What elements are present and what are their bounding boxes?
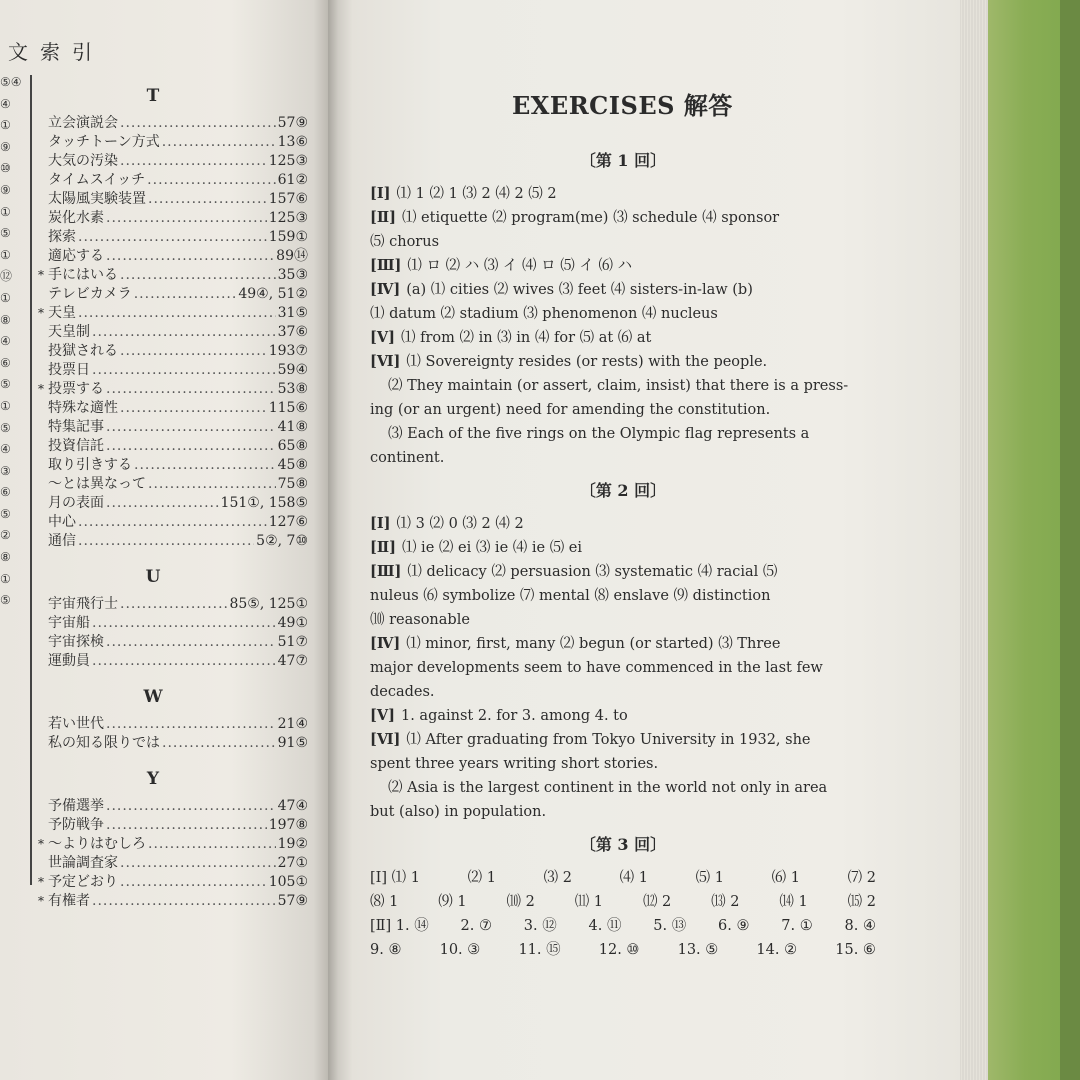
index-ref: 115⑥ — [268, 400, 308, 416]
answer-line — [370, 206, 876, 230]
leader-dots — [147, 171, 275, 190]
answer-line — [370, 728, 876, 752]
answer-line — [370, 230, 876, 254]
leader-dots — [106, 816, 267, 835]
index-entry — [38, 361, 308, 380]
index-term: 月の表面 — [48, 495, 104, 511]
index-section-u — [38, 565, 308, 671]
index-entry — [38, 285, 308, 304]
index-term: 予防戦争 — [48, 817, 104, 833]
index-ref: 57⑨ — [277, 893, 308, 909]
answer-line — [370, 680, 876, 704]
answer-item: ⑹ 1 — [771, 870, 800, 886]
index-term: 中心 — [48, 514, 76, 530]
leader-dots — [78, 513, 267, 532]
index-entry — [38, 209, 308, 228]
answer-item: 8. ④ — [844, 918, 876, 934]
margin-mark: ⑤ — [0, 506, 11, 521]
leader-dots — [120, 114, 276, 133]
session-2-heading: 〔第 2 回〕 — [579, 481, 667, 500]
answer-text: ⑴ minor, first, many ⑵ begun (or started) ⑶ Three — [406, 636, 781, 652]
index-term: 運動員 — [48, 653, 90, 669]
answer-line — [370, 422, 876, 446]
margin-mark: ① — [0, 571, 11, 586]
index-term: タイムスイッチ — [48, 172, 146, 188]
answer-line — [370, 632, 876, 656]
index-letter: Y — [146, 769, 160, 789]
answer-text: ⑴ Sovereignty resides (or rests) with the people. — [406, 354, 768, 370]
leader-dots — [92, 892, 276, 911]
answer-item: ⑷ 1 — [619, 870, 648, 886]
index-ref: 47⑦ — [277, 653, 308, 669]
answer-text: ⑴ from ⑵ in ⑶ in ⑷ for ⑸ at ⑹ at — [400, 330, 652, 346]
leader-dots — [120, 152, 267, 171]
index-term: 宇宙探検 — [48, 634, 104, 650]
index-term: 若い世代 — [48, 716, 104, 732]
index-entry — [38, 133, 308, 152]
index-letter: T — [146, 86, 160, 106]
index-term: 有権者 — [48, 893, 90, 909]
answer-line — [370, 350, 876, 374]
answer-text: major developments seem to have commenced in the last few — [370, 660, 823, 676]
index-term: 投票する — [48, 381, 104, 397]
index-entry — [38, 513, 308, 532]
leader-dots — [106, 633, 276, 652]
index-ref: 13⑥ — [277, 134, 308, 150]
index-entry — [38, 171, 308, 190]
index-ref: 61② — [277, 172, 308, 188]
margin-mark: ④ — [0, 96, 11, 111]
index-ref: 85⑤, 125① — [229, 596, 308, 612]
leader-dots — [120, 266, 276, 285]
leader-dots — [92, 652, 276, 671]
answer-row — [370, 938, 876, 962]
index-term: 予備選挙 — [48, 798, 104, 814]
index-star: * — [38, 837, 44, 851]
answer-item: 9. ⑧ — [370, 942, 402, 958]
margin-mark: ⑩ — [0, 161, 11, 176]
margin-mark: ⑧ — [0, 550, 11, 565]
answer-text: (a) ⑴ cities ⑵ wives ⑶ feet ⑷ sisters-in-law (b) — [406, 282, 753, 298]
answer-text: ⑵ They maintain (or assert, claim, insist) that there is a press- — [388, 378, 849, 394]
answer-item: 15. ⑥ — [835, 942, 876, 958]
answer-item: [Ⅰ] ⑴ 1 — [370, 870, 420, 886]
book-gutter — [328, 0, 354, 1080]
leader-dots — [106, 715, 276, 734]
index-letter: W — [143, 687, 163, 707]
answer-line — [370, 584, 876, 608]
question-number: [Ⅴ] — [370, 707, 395, 724]
answer-text: ⑴ 3 ⑵ 0 ⑶ 2 ⑷ 2 — [396, 516, 524, 532]
index-ref: 47④ — [277, 798, 308, 814]
answer-item: ⑽ 2 — [506, 894, 535, 910]
answer-item: ⑼ 1 — [438, 894, 467, 910]
index-entry — [38, 152, 308, 171]
answer-item: 5. ⑬ — [653, 918, 687, 934]
margin-marks — [0, 72, 22, 612]
answer-text: ⑴ etiquette ⑵ program(me) ⑶ schedule ⑷ sponsor — [401, 210, 780, 226]
answers-page — [352, 0, 962, 1080]
answer-text: ⑴ datum ⑵ stadium ⑶ phenomenon ⑷ nucleus — [370, 306, 718, 322]
margin-mark: ⑤ — [0, 593, 11, 608]
index-ref: 5②, 7⑩ — [256, 533, 308, 549]
index-ref: 59④ — [277, 362, 308, 378]
answer-line — [370, 326, 876, 350]
margin-mark: ⑥ — [0, 355, 11, 370]
answer-line — [370, 776, 876, 800]
answer-text: continent. — [370, 450, 445, 466]
margin-mark: ④ — [0, 334, 11, 349]
index-entry — [38, 304, 308, 323]
index-entry — [38, 494, 308, 513]
answer-item: 2. ⑦ — [460, 918, 492, 934]
answer-text: but (also) in population. — [370, 804, 547, 820]
index-entry — [38, 715, 308, 734]
index-term: 〜とは異なって — [48, 476, 146, 492]
answer-text: ⑵ Asia is the largest continent in the world not only in area — [388, 780, 828, 796]
question-number: [Ⅰ] — [370, 515, 391, 532]
answer-item: [Ⅱ] 1. ⑭ — [370, 918, 429, 934]
index-ref: 89⑭ — [276, 248, 308, 264]
margin-mark: ② — [0, 528, 11, 543]
answer-item: 11. ⑮ — [518, 942, 561, 958]
answer-text: ⑸ chorus — [370, 234, 440, 250]
answer-text: ⑴ 1 ⑵ 1 ⑶ 2 ⑷ 2 ⑸ 2 — [396, 186, 557, 202]
leader-dots — [106, 380, 276, 399]
index-ref: 41⑧ — [277, 419, 308, 435]
index-term: 世論調査家 — [48, 855, 118, 871]
margin-mark: ⑧ — [0, 312, 11, 327]
index-ref: 27① — [277, 855, 308, 871]
session-1-answers — [370, 182, 876, 470]
index-entry — [38, 266, 308, 285]
index-term: 投資信託 — [48, 438, 104, 454]
session-2-answers — [370, 512, 876, 824]
answer-item: ⑿ 2 — [642, 894, 672, 910]
index-page — [0, 0, 330, 1080]
answer-item: 13. ⑤ — [677, 942, 719, 958]
page-edges — [960, 0, 988, 1080]
index-term: 探索 — [48, 229, 76, 245]
question-number: [Ⅰ] — [370, 185, 391, 202]
leader-dots — [106, 437, 276, 456]
leader-dots — [120, 399, 267, 418]
index-entry — [38, 797, 308, 816]
answer-row — [370, 914, 876, 938]
answer-item: ⒁ 1 — [779, 894, 808, 910]
index-term: 立会演説会 — [48, 115, 118, 131]
index-entry — [38, 399, 308, 418]
session-3-heading: 〔第 3 回〕 — [579, 835, 667, 854]
index-section-y — [38, 767, 308, 911]
leader-dots — [134, 285, 237, 304]
leader-dots — [78, 304, 276, 323]
index-term: 宇宙飛行士 — [48, 596, 118, 612]
leader-dots — [92, 614, 276, 633]
index-ref: 51⑦ — [277, 634, 308, 650]
index-section-w — [38, 685, 308, 753]
answer-item: ⑵ 1 — [467, 870, 496, 886]
index-ref: 105① — [268, 874, 308, 890]
index-entry — [38, 247, 308, 266]
index-term: 手にはいる — [48, 267, 118, 283]
index-entry — [38, 816, 308, 835]
answer-item: 14. ② — [756, 942, 798, 958]
index-term: 特殊な適性 — [48, 400, 118, 416]
answer-line — [370, 560, 876, 584]
index-term: 予定どおり — [48, 874, 118, 890]
answer-item: 6. ⑨ — [718, 918, 750, 934]
session-3-answers — [370, 866, 876, 962]
index-section-t — [38, 84, 308, 551]
index-term: テレビカメラ — [48, 286, 132, 302]
margin-mark: ④ — [0, 442, 11, 457]
margin-mark: ① — [0, 247, 11, 262]
index-entry — [38, 380, 308, 399]
answer-item: 7. ① — [781, 918, 813, 934]
index-ref: 125③ — [268, 153, 308, 169]
index-term: 適応する — [48, 248, 104, 264]
index-entry — [38, 532, 308, 551]
index-ref: 125③ — [268, 210, 308, 226]
index-term: 炭化水素 — [48, 210, 104, 226]
answer-text: ⑴ delicacy ⑵ persuasion ⑶ systematic ⑷ racial ⑸ — [407, 564, 778, 580]
margin-mark: ⑤ — [0, 377, 11, 392]
index-ref: 19② — [277, 836, 308, 852]
margin-mark: ⑫ — [0, 269, 13, 284]
index-star: * — [38, 894, 44, 908]
index-term: タッチトーン方式 — [48, 134, 160, 150]
index-entry — [38, 437, 308, 456]
margin-mark: ① — [0, 118, 11, 133]
index-term: 取り引きする — [48, 457, 132, 473]
index-entry — [38, 854, 308, 873]
margin-mark: ① — [0, 290, 11, 305]
index-entry — [38, 633, 308, 652]
answer-line — [370, 512, 876, 536]
index-entry — [38, 734, 308, 753]
index-ref: 21④ — [277, 716, 308, 732]
index-ref: 75⑧ — [277, 476, 308, 492]
question-number: [Ⅵ] — [370, 731, 401, 748]
session-1-heading: 〔第 1 回〕 — [579, 151, 667, 170]
answer-item: 12. ⑩ — [598, 942, 640, 958]
leader-dots — [106, 247, 274, 266]
margin-mark: ⑤ — [0, 420, 11, 435]
index-entry — [38, 228, 308, 247]
leader-dots — [162, 734, 276, 753]
leader-dots — [92, 323, 276, 342]
index-term: 私の知る限りでは — [48, 735, 160, 751]
answers-body — [370, 140, 876, 962]
answer-item: 3. ⑫ — [523, 918, 557, 934]
question-number: [Ⅳ] — [370, 635, 401, 652]
index-entry — [38, 323, 308, 342]
index-term: 通信 — [48, 533, 76, 549]
answer-row — [370, 890, 876, 914]
index-ref: 157⑥ — [268, 191, 308, 207]
answer-item: 4. ⑪ — [588, 918, 622, 934]
answer-line — [370, 302, 876, 326]
index-entry — [38, 614, 308, 633]
leader-dots — [148, 835, 276, 854]
answer-item: ⑶ 2 — [543, 870, 572, 886]
question-number: [Ⅲ] — [370, 563, 402, 580]
leader-dots — [162, 133, 276, 152]
margin-mark: ③ — [0, 463, 11, 478]
index-ref: 197⑧ — [268, 817, 308, 833]
margin-mark: ① — [0, 204, 11, 219]
index-ref: 91⑤ — [277, 735, 308, 751]
index-entry — [38, 190, 308, 209]
answer-line — [370, 398, 876, 422]
index-ref: 45⑧ — [277, 457, 308, 473]
index-ref: 127⑥ — [268, 514, 308, 530]
question-number: [Ⅵ] — [370, 353, 401, 370]
leader-dots — [106, 797, 276, 816]
answer-text: spent three years writing short stories. — [370, 756, 659, 772]
leader-dots — [106, 209, 267, 228]
index-entry — [38, 114, 308, 133]
index-entry — [38, 595, 308, 614]
index-term: 大気の汚染 — [48, 153, 118, 169]
answer-line — [370, 278, 876, 302]
index-star: * — [38, 382, 44, 396]
answer-text: 1. against 2. for 3. among 4. to — [400, 708, 628, 724]
index-entry — [38, 342, 308, 361]
answer-item: ⑾ 1 — [574, 894, 604, 910]
index-term: 投票日 — [48, 362, 90, 378]
answer-line — [370, 656, 876, 680]
index-ref: 53⑧ — [277, 381, 308, 397]
question-number: [Ⅱ] — [370, 539, 396, 556]
leader-dots — [92, 361, 276, 380]
margin-mark: ⑨ — [0, 139, 11, 154]
margin-mark: ⑥ — [0, 485, 11, 500]
question-number: [Ⅴ] — [370, 329, 395, 346]
margin-mark: ⑨ — [0, 182, 11, 197]
index-ref: 57⑨ — [277, 115, 308, 131]
answer-line — [370, 446, 876, 470]
index-ref: 35③ — [277, 267, 308, 283]
index-entry — [38, 873, 308, 892]
index-term: 天皇制 — [48, 324, 90, 340]
index-entry — [38, 475, 308, 494]
answer-text: ⑴ ie ⑵ ei ⑶ ie ⑷ ie ⑸ ei — [401, 540, 583, 556]
answer-row — [370, 866, 876, 890]
answer-line — [370, 374, 876, 398]
answer-item: ⒂ 2 — [847, 894, 876, 910]
margin-mark: ⑤④ — [0, 75, 22, 89]
book-cover-edge — [1060, 0, 1080, 1080]
index-term: 宇宙船 — [48, 615, 90, 631]
index-ref: 31⑤ — [277, 305, 308, 321]
answer-item: ⑺ 2 — [847, 870, 876, 886]
index-letter: U — [145, 567, 161, 587]
leader-dots — [106, 418, 276, 437]
answer-text: decades. — [370, 684, 435, 700]
leader-dots — [134, 456, 276, 475]
leader-dots — [106, 494, 219, 513]
index-ref: 49④, 51② — [238, 286, 308, 302]
leader-dots — [78, 228, 267, 247]
leader-dots — [120, 854, 276, 873]
answer-line — [370, 254, 876, 278]
page-title: EXERCISES 解答 — [512, 91, 733, 120]
answer-item: ⒀ 2 — [711, 894, 740, 910]
index-term: 投獄される — [48, 343, 118, 359]
answer-line — [370, 752, 876, 776]
index-header: 文索引 — [8, 40, 104, 64]
index-star: * — [38, 268, 44, 282]
index-entry — [38, 418, 308, 437]
margin-mark: ⑤ — [0, 226, 11, 241]
answer-text: ⑴ ロ ⑵ ハ ⑶ イ ⑷ ロ ⑸ イ ⑹ ハ — [407, 258, 633, 274]
leader-dots — [148, 190, 267, 209]
index-star: * — [38, 875, 44, 889]
index-term: 太陽風実験装置 — [48, 191, 146, 207]
column-rule — [30, 75, 32, 885]
leader-dots — [78, 532, 254, 551]
answer-item: ⑸ 1 — [695, 870, 724, 886]
answer-item: 10. ③ — [439, 942, 481, 958]
answer-line — [370, 800, 876, 824]
index-ref: 37⑥ — [277, 324, 308, 340]
index-entry — [38, 652, 308, 671]
index-term: 〜よりはむしろ — [48, 836, 146, 852]
answer-item: ⑻ 1 — [370, 894, 399, 910]
question-number: [Ⅳ] — [370, 281, 401, 298]
question-number: [Ⅲ] — [370, 257, 402, 274]
index-star: * — [38, 306, 44, 320]
answer-text: ⑴ After graduating from Tokyo University in 1932, she — [406, 732, 811, 748]
answer-text: ing (or an urgent) need for amending the constitution. — [370, 402, 771, 418]
answer-text: nuleus ⑹ symbolize ⑺ mental ⑻ enslave ⑼ distinction — [370, 588, 771, 604]
leader-dots — [120, 595, 227, 614]
answer-line — [370, 704, 876, 728]
question-number: [Ⅱ] — [370, 209, 396, 226]
index-ref: 49① — [277, 615, 308, 631]
answer-line — [370, 182, 876, 206]
index-ref: 159① — [268, 229, 308, 245]
answer-text: ⑽ reasonable — [370, 612, 470, 628]
index-entry — [38, 456, 308, 475]
answer-text: ⑶ Each of the five rings on the Olympic flag represents a — [388, 426, 810, 442]
index-term: 天皇 — [48, 305, 76, 321]
index-list — [38, 84, 308, 925]
answer-line — [370, 608, 876, 632]
index-term: 特集記事 — [48, 419, 104, 435]
index-ref: 151①, 158⑤ — [220, 495, 308, 511]
leader-dots — [148, 475, 276, 494]
margin-mark: ① — [0, 398, 11, 413]
index-ref: 65⑧ — [277, 438, 308, 454]
index-ref: 193⑦ — [268, 343, 308, 359]
index-entry — [38, 892, 308, 911]
answer-line — [370, 536, 876, 560]
index-entry — [38, 835, 308, 854]
leader-dots — [120, 873, 267, 892]
leader-dots — [120, 342, 267, 361]
